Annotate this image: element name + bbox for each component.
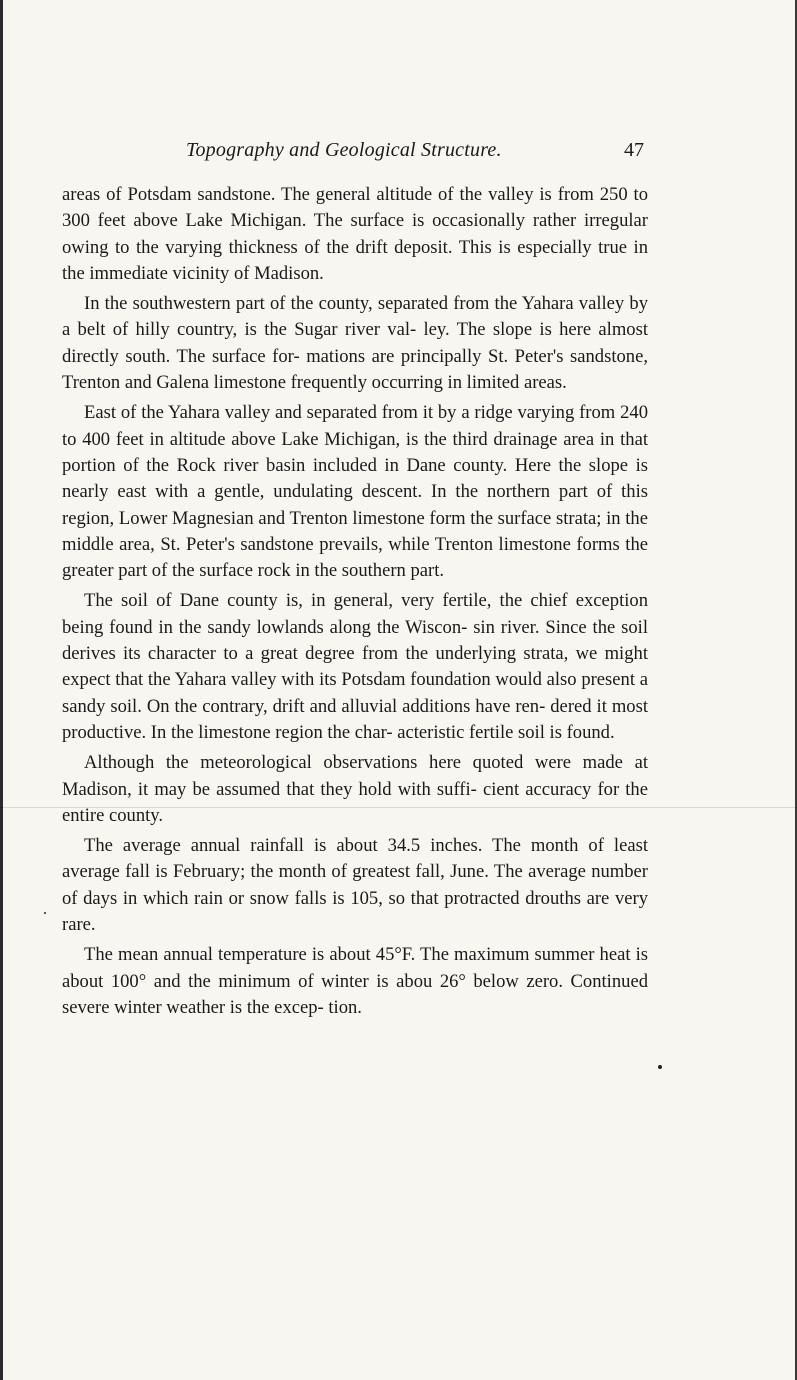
ink-speck [658, 1065, 662, 1069]
running-head [62, 139, 648, 165]
ink-speck [44, 912, 46, 914]
body-text [62, 182, 648, 1025]
running-title: Topography and Geological Structure. [186, 139, 502, 161]
paragraph-4: The soil of Dane county is, in general, very fertile, the chief exception being found in the sandy lowlands along the Wiscon- sin river. Since the soil derives its character to a great degree from the underlying strata, we might expect that the Yahara valley with its Potsdam foundation would also present a sandy soil. On the contrary, drift and alluvial additions have ren- dered it most productive. In the limestone region the char- acteristic fertile soil is found. [62, 590, 648, 743]
scan-left-edge [0, 0, 3, 1380]
paragraph-1: areas of Potsdam sandstone. The general altitude of the valley is from 250 to 300 feet above Lake Michigan. The surface is occasionally rather irregular owing to the varying thickness of the drift deposit. This is especially true in the immediate vicinity of Madison. [62, 184, 648, 284]
paragraph-3: East of the Yahara valley and separated from it by a ridge varying from 240 to 400 feet in altitude above Lake Michigan, is the third drainage area in that portion of the Rock river basin included in Dane county. Here the slope is nearly east with a gentle, undulating descent. In the northern part of this region, Lower Magnesian and Trenton limestone form the surface strata; in the middle area, St. Peter's sandstone prevails, while Trenton limestone forms the greater part of the surface rock in the southern part. [62, 402, 648, 582]
paragraph-7: The mean annual temperature is about 45°F. The maximum summer heat is about 100° and the minimum of winter is abou 26° below zero. Continued severe winter weather is the excep- tion. [62, 944, 648, 1018]
page-number: 47 [624, 139, 644, 161]
paragraph-2: In the southwestern part of the county, separated from the Yahara valley by a belt of hilly country, is the Sugar river val- ley. The slope is here almost directly south. The surface for- mations are principally St. Peter's sandstone, Trenton and Galena limestone frequently occurring in limited areas. [62, 293, 648, 394]
paragraph-5: Although the meteorological observations here quoted were made at Madison, it may be assumed that they hold with suffi- cient accuracy for the entire county. [62, 752, 648, 826]
paragraph-6: The average annual rainfall is about 34.5 inches. The month of least average fall is February; the month of greatest fall, June. The average number of days in which rain or snow falls is 105, so that protracted drouths are very rare. [62, 835, 648, 936]
